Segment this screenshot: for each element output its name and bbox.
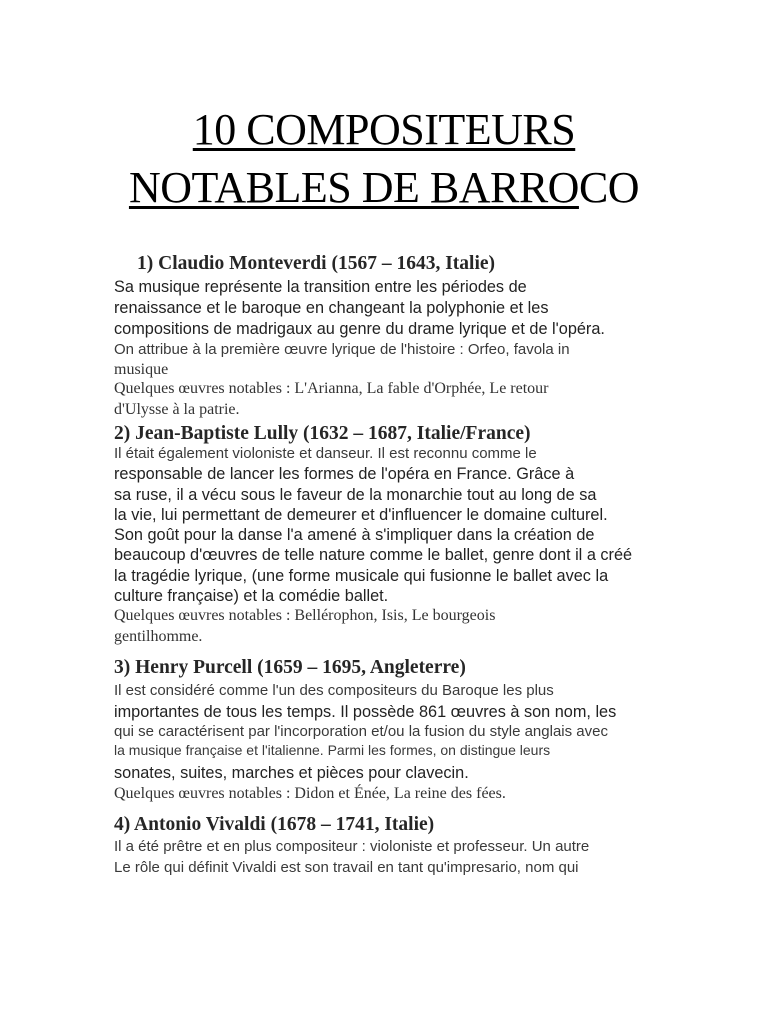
paragraph-line: qui se caractérisent par l'incorporation et/ou la fusion du style anglais avec [114, 723, 608, 740]
paragraph-line: Il était également violoniste et danseur. Il est reconnu comme le [114, 445, 537, 462]
paragraph-line: la musique française et l'italienne. Parmi les formes, on distingue leurs [114, 742, 551, 758]
notable-works-line: d'Ulysse à la patrie. [114, 401, 240, 418]
title-underlined-text: 10 COMPOSITEURS [192, 105, 576, 154]
section-heading-purcell: 3) Henry Purcell (1659 – 1695, Angleterre) [114, 657, 466, 678]
title-plain-text: CO [578, 163, 640, 212]
paragraph-line: culture française) et la comédie ballet. [114, 587, 389, 605]
section-heading-vivaldi: 4) Antonio Vivaldi (1678 – 1741, Italie) [114, 814, 435, 835]
paragraph-line: Il a été prêtre et en plus compositeur : violoniste et professeur. Un autre [114, 838, 590, 855]
notable-works-line: Quelques œuvres notables : Bellérophon, Isis, Le bourgeois [114, 607, 496, 624]
paragraph-line: compositions de madrigaux au genre du drame lyrique et de l'opéra. [114, 320, 605, 338]
paragraph-line: Son goût pour la danse l'a amené à s'impliquer dans la création de [114, 526, 595, 544]
paragraph-line: la vie, lui permettant de demeurer et d'influencer le domaine culturel. [114, 506, 608, 524]
section-heading-monteverdi: 1) Claudio Monteverdi (1567 – 1643, Italie) [137, 253, 496, 274]
paragraph-line: sonates, suites, marches et pièces pour clavecin. [114, 764, 469, 782]
paragraph-line: Il est considéré comme l'un des compositeurs du Baroque les plus [114, 682, 554, 699]
paragraph-line: la tragédie lyrique, (une forme musicale qui fusionne le ballet avec la [114, 567, 609, 585]
document-title-line-1 [0, 101, 768, 159]
paragraph-line: responsable de lancer les formes de l'opéra en France. Grâce à [114, 465, 575, 483]
notable-works-line: Quelques œuvres notables : Didon et Énée, La reine des fées. [114, 785, 506, 802]
section-heading-lully: 2) Jean-Baptiste Lully (1632 – 1687, Italie/France) [114, 423, 531, 444]
notable-works-line: Quelques œuvres notables : L'Arianna, La fable d'Orphée, Le retour [114, 380, 549, 397]
paragraph-line: sa ruse, il a vécu sous le faveur de la monarchie tout au long de sa [114, 486, 597, 504]
paragraph-line: Le rôle qui définit Vivaldi est son travail en tant qu'impresario, nom qui [114, 859, 579, 876]
paragraph-line: On attribue à la première œuvre lyrique de l'histoire : Orfeo, favola in [114, 341, 570, 358]
paragraph-line: musique [114, 361, 169, 378]
document-title-line-2 [0, 159, 768, 217]
paragraph-line: Sa musique représente la transition entre les périodes de [114, 278, 527, 296]
paragraph-line: beaucoup d'œuvres de telle nature comme le ballet, genre dont il a créé [114, 546, 633, 564]
title-underlined-text: NOTABLES DE BARRO [128, 163, 579, 212]
paragraph-line: importantes de tous les temps. Il possède 861 œuvres à son nom, les [114, 703, 617, 721]
paragraph-line: renaissance et le baroque en changeant la polyphonie et les [114, 299, 549, 317]
notable-works-line: gentilhomme. [114, 628, 203, 645]
